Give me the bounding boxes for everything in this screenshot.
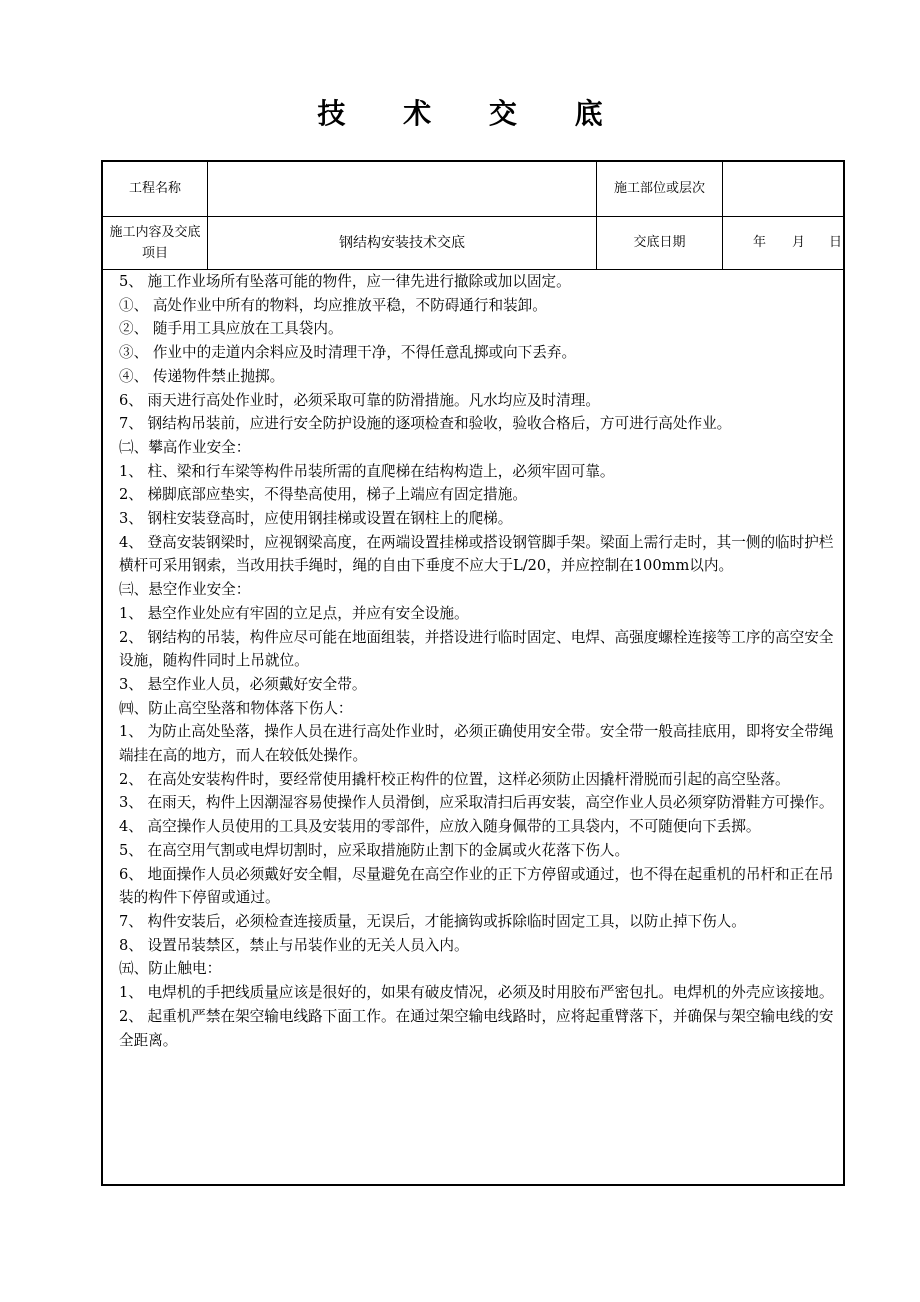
content-line: 2、 起重机严禁在架空输电线路下面工作。在通过架空输电线路时，应将起重臂落下，并确保与架空输电线的安全距离。: [119, 1007, 834, 1049]
content-line: 3、 在雨天，构件上因潮湿容易使操作人员滑倒，应采取清扫后再安装，高空作业人员必须穿防滑鞋方可操作。: [119, 794, 834, 812]
document-title: 技 术 交 底: [317, 97, 627, 130]
content-line: 1、 电焊机的手把线质量应该是很好的，如果有破皮情况，必须及时用胶布严密包扎。电焊机的外壳应该接地。: [119, 984, 834, 1002]
content-line: 1、 为防止高处坠落，操作人员在进行高处作业时，必须正确使用安全带。安全带一般高挂底用，即将安全带绳端挂在高的地方，而人在较低处操作。: [119, 723, 834, 765]
content-line: 7、 钢结构吊装前，应进行安全防护设施的逐项检查和验收，验收合格后，方可进行高处作业。: [119, 415, 732, 433]
content-line: 5、 施工作业场所有坠落可能的物件，应一律先进行撤除或加以固定。: [119, 273, 571, 290]
content-line: ③、 作业中的走道内余料应及时清理干净，不得任意乱掷或向下丢弃。: [119, 344, 577, 362]
content-line: ④、 传递物件禁止抛掷。: [119, 367, 285, 385]
content-line: 3、 悬空作业人员，必须戴好安全带。: [119, 675, 367, 693]
content-line: 2、 在高处安装构件时，要经常使用撬杆校正构件的位置，这样必须防止因撬杆滑脱而引起的高空坠落。: [119, 770, 790, 788]
content-line: 2、 钢结构的吊装，构件应尽可能在地面组装，并搭设进行临时固定、电焊、高强度螺栓连接等工序的高空安全设施，随构件同时上吊就位。: [119, 628, 834, 670]
content-line: 7、 构件安装后，必须检查连接质量，无误后，才能摘钩或拆除临时固定工具，以防止掉下伤人。: [119, 912, 746, 930]
content-line: 6、 地面操作人员必须戴好安全帽，尽量避免在高空作业的正下方停留或通过，也不得在起重机的吊杆和正在吊装的构件下停留或通过。: [119, 865, 834, 907]
content-line: 1、 柱、梁和行车梁等构件吊装所需的直爬梯在结构构造上，必须牢固可靠。: [119, 462, 615, 480]
section-heading: ㈡、攀高作业安全：: [119, 438, 251, 456]
content-line: 5、 在高空用气割或电焊切割时，应采取措施防止割下的金属或火花落下伤人。: [119, 841, 630, 859]
section-heading: ㈤、防止触电：: [119, 960, 222, 978]
disclosure-table: [101, 160, 845, 1186]
disclosure-content: [119, 270, 839, 1052]
content-line: 6、 雨天进行高处作业时，必须采取可靠的防滑措施。凡水均应及时清理。: [119, 391, 600, 409]
date-field: [723, 217, 843, 269]
content-line: 4、 登高安装钢梁时，应视钢梁高度，在两端设置挂梯或搭设钢管脚手架。梁面上需行走时，其一侧的临时护栏横杆可采用钢索，当改用扶手绳时，绳的自由下垂度不应大于L/20，并应控制在100mm以内。: [119, 533, 834, 575]
content-line: ①、 高处作业中所有的物料，均应推放平稳，不防碍通行和装卸。: [119, 296, 547, 314]
section-heading: ㈢、悬空作业安全：: [119, 581, 251, 599]
content-label: 施工内容及交底项目: [109, 225, 201, 261]
location-label: 施工部位或层次: [613, 181, 705, 196]
content-line: 3、 钢柱安装登高时，应使用钢挂梯或设置在钢柱上的爬梯。: [119, 510, 513, 528]
content-value: 钢结构安装技术交底: [339, 235, 465, 251]
project-name-field: [208, 162, 596, 216]
date-year: 年: [753, 235, 767, 250]
project-name-label: 工程名称: [128, 181, 181, 196]
content-line: 4、 高空操作人员使用的工具及安装用的零部件，应放入随身佩带的工具袋内，不可随便向下丢掷。: [119, 818, 761, 836]
date-day: 日: [829, 235, 843, 250]
content-line: 2、 梯脚底部应垫实，不得垫高使用，梯子上端应有固定措施。: [119, 486, 527, 504]
date-label: 交底日期: [633, 235, 686, 250]
section-heading: ㈣、防止高空坠落和物体落下伤人：: [119, 699, 353, 717]
content-line: 1、 悬空作业处应有牢固的立足点，并应有安全设施。: [119, 604, 469, 622]
date-month: 月: [792, 235, 806, 250]
content-line: 8、 设置吊装禁区，禁止与吊装作业的无关人员入内。: [119, 936, 469, 954]
location-field: [723, 162, 843, 216]
content-line: ②、 随手用工具应放在工具袋内。: [119, 320, 343, 338]
